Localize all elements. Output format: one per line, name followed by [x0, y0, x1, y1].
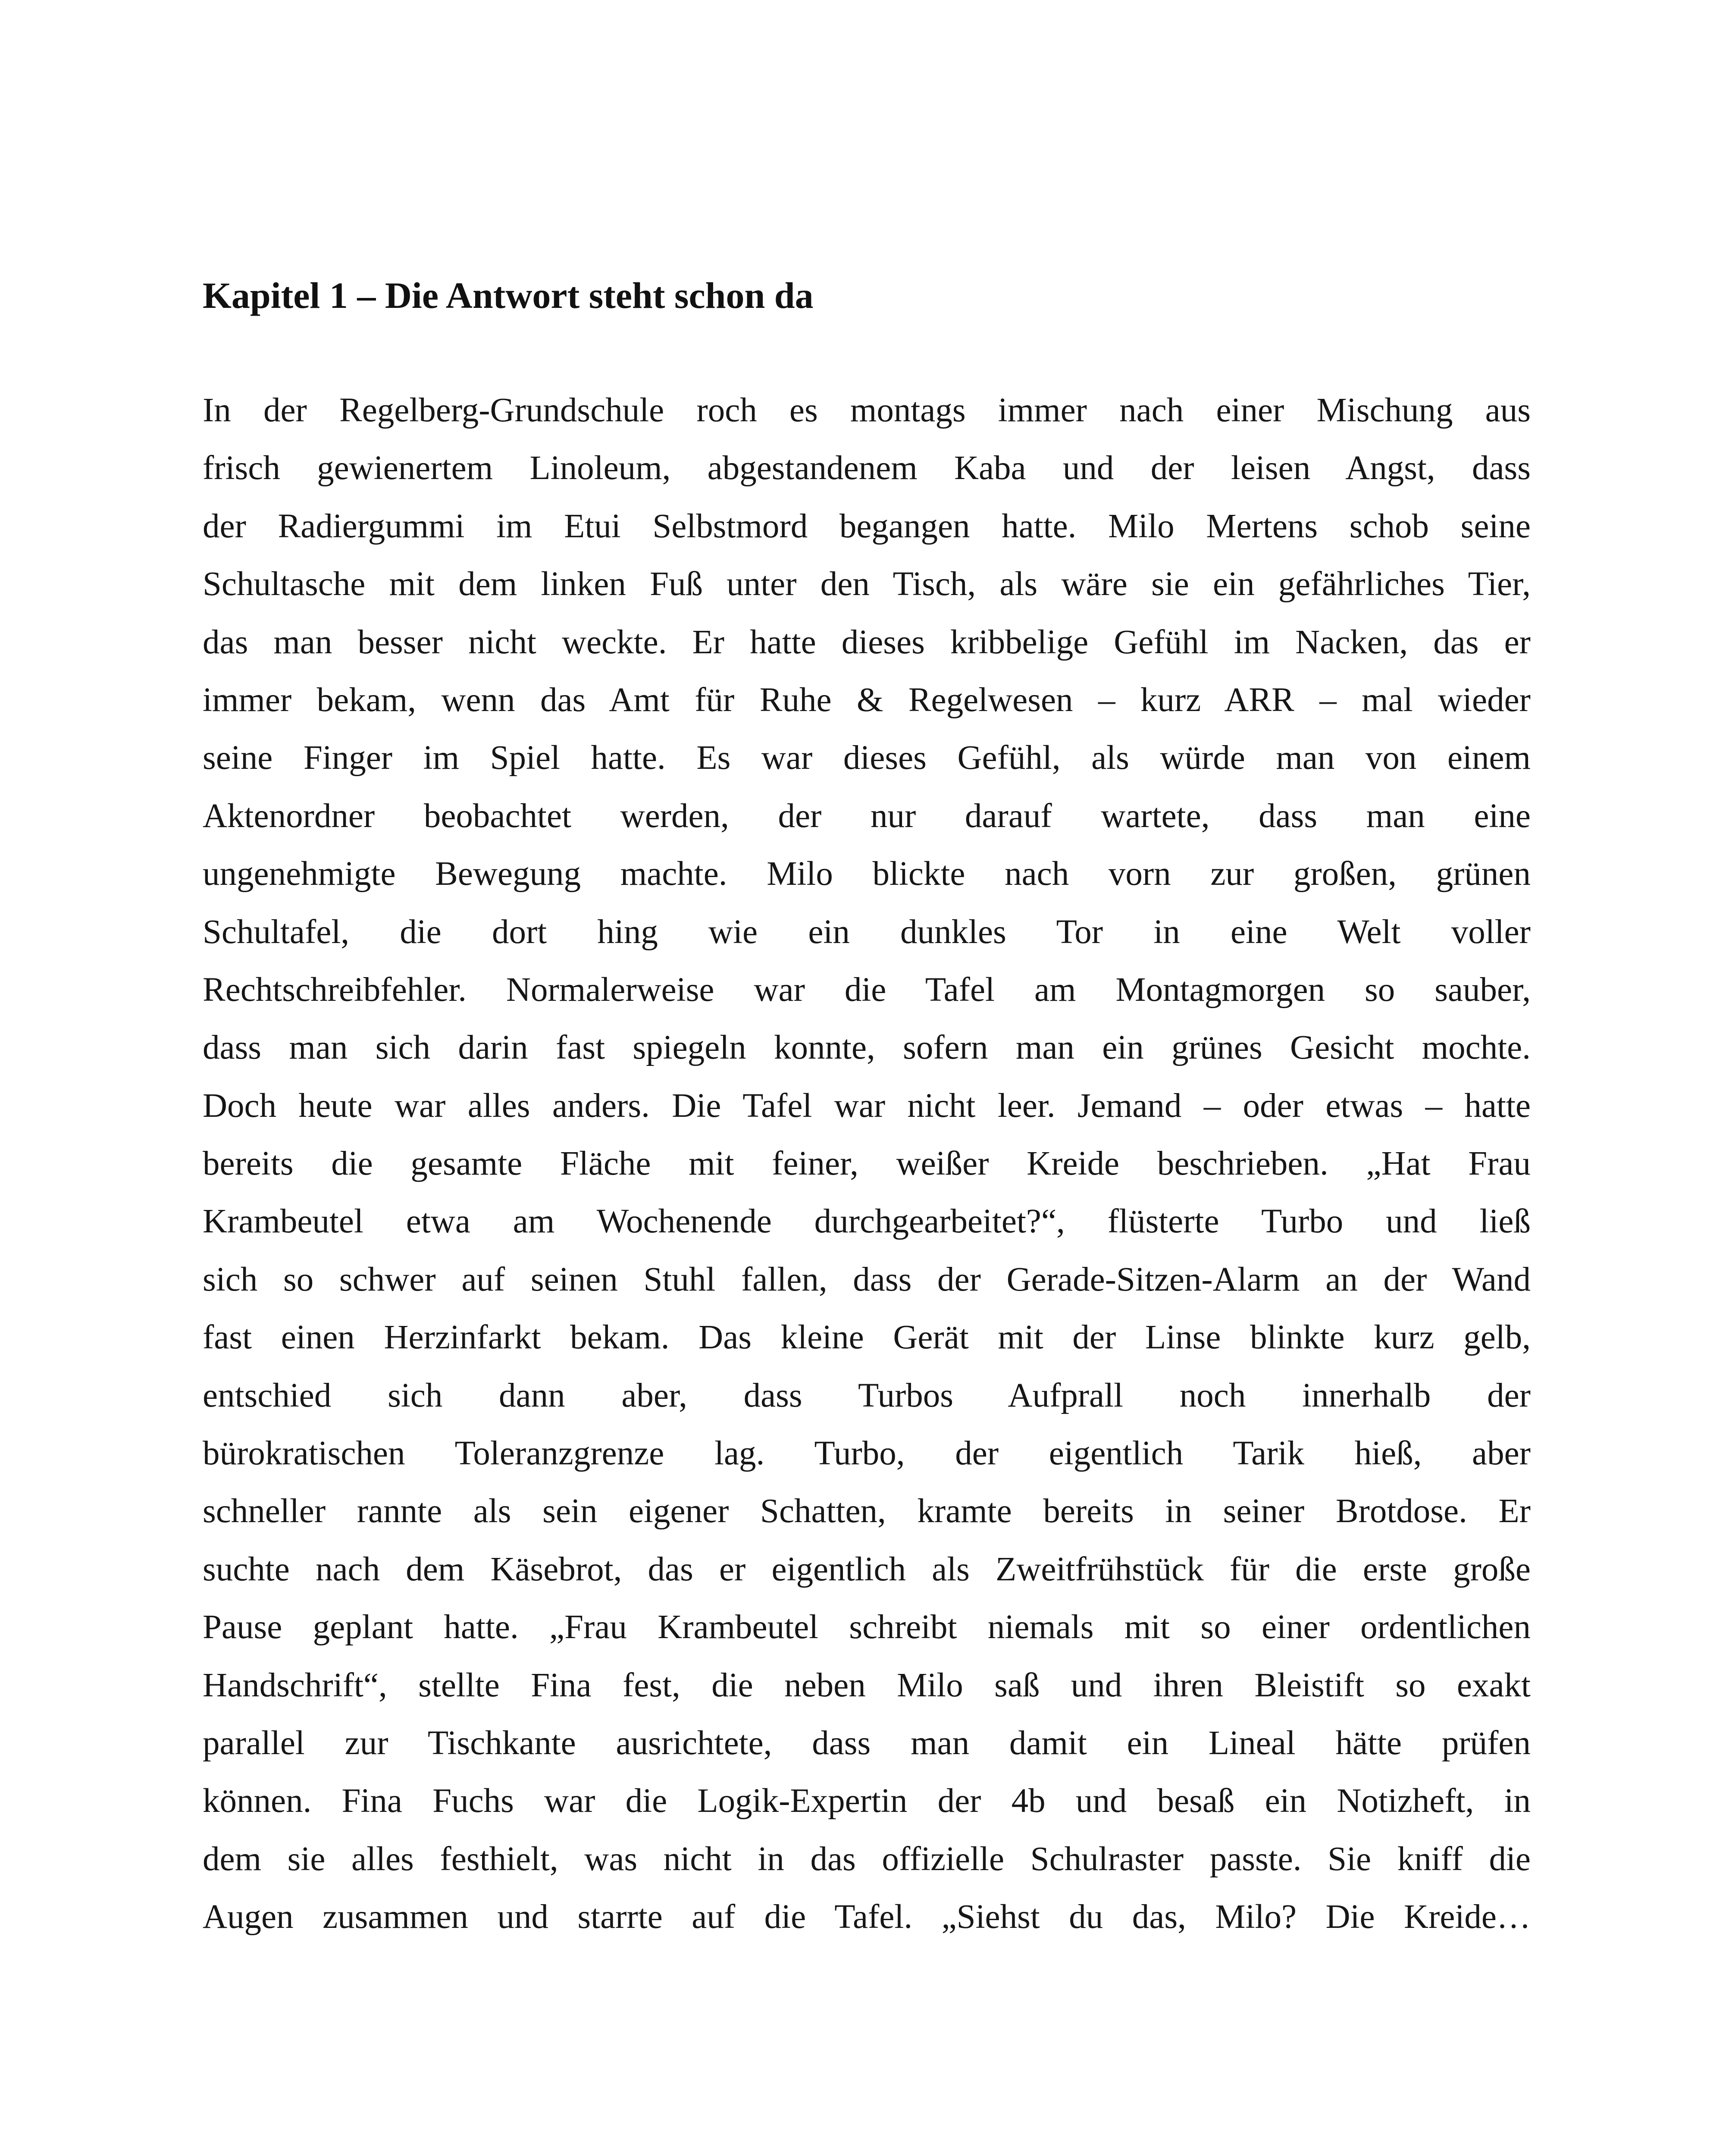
text-line: sich so schwer auf seinen Stuhl fallen, dass der Gerade-Sitzen-Alarm an der Wand [203, 1260, 1531, 1298]
text-line: parallel zur Tischkante ausrichtete, dass man damit ein Lineal hätte prüfen [203, 1724, 1531, 1762]
text-line: Schultafel, die dort hing wie ein dunkles Tor in eine Welt voller [203, 913, 1531, 951]
text-line: schneller rannte als sein eigener Schatten, kramte bereits in seiner Brotdose. Er [203, 1492, 1531, 1530]
text-line: dass man sich darin fast spiegeln konnte, sofern man ein grünes Gesicht mochte. [203, 1029, 1531, 1067]
text-line: ungenehmigte Bewegung machte. Milo blickte nach vorn zur großen, grünen [203, 855, 1531, 893]
text-line: In der Regelberg-Grundschule roch es montags immer nach einer Mischung aus [203, 392, 1531, 429]
text-line: das man besser nicht weckte. Er hatte dieses kribbelige Gefühl im Nacken, das er [203, 623, 1531, 661]
text-line: Aktenordner beobachtet werden, der nur darauf wartete, dass man eine [203, 797, 1531, 835]
text-line: frisch gewienertem Linoleum, abgestandenem Kaba und der leisen Angst, dass [203, 449, 1531, 487]
text-line: bereits die gesamte Fläche mit feiner, weißer Kreide beschrieben. „Hat Frau [203, 1145, 1531, 1183]
text-line: können. Fina Fuchs war die Logik-Expertin der 4b und besaß ein Notizheft, in [203, 1782, 1531, 1820]
text-line: Doch heute war alles anders. Die Tafel war nicht leer. Jemand – oder etwas – hatte [203, 1087, 1531, 1125]
text-line: Krambeutel etwa am Wochenende durchgearbeitet?“, flüsterte Turbo und ließ [203, 1203, 1531, 1241]
text-line: fast einen Herzinfarkt bekam. Das kleine Gerät mit der Linse blinkte kurz gelb, [203, 1319, 1531, 1357]
text-line: entschied sich dann aber, dass Turbos Aufprall noch innerhalb der [203, 1376, 1531, 1414]
text-line: Pause geplant hatte. „Frau Krambeutel schreibt niemals mit so einer ordentlichen [203, 1608, 1531, 1646]
chapter-title: Kapitel 1 – Die Antwort steht schon da [203, 275, 814, 316]
text-line: bürokratischen Toleranzgrenze lag. Turbo, der eigentlich Tarik hieß, aber [203, 1435, 1531, 1473]
text-line: der Radiergummi im Etui Selbstmord begangen hatte. Milo Mertens schob seine [203, 507, 1531, 545]
text-line: Handschrift“, stellte Fina fest, die neben Milo saß und ihren Bleistift so exakt [203, 1666, 1531, 1704]
text-line: suchte nach dem Käsebrot, das er eigentlich als Zweitfrühstück für die erste große [203, 1550, 1531, 1588]
text-line: Augen zusammen und starrte auf die Tafel. „Siehst du das, Milo? Die Kreide… [203, 1898, 1531, 1936]
text-line: seine Finger im Spiel hatte. Es war dieses Gefühl, als würde man von einem [203, 739, 1531, 777]
text-line: Schultasche mit dem linken Fuß unter den Tisch, als wäre sie ein gefährliches Tier, [203, 565, 1531, 603]
text-line: Rechtschreibfehler. Normalerweise war die Tafel am Montagmorgen so sauber, [203, 971, 1531, 1009]
text-line: immer bekam, wenn das Amt für Ruhe & Regelwesen – kurz ARR – mal wieder [203, 681, 1531, 719]
text-line: dem sie alles festhielt, was nicht in das offizielle Schulraster passte. Sie kniff die [203, 1840, 1531, 1878]
body-paragraph [203, 382, 1531, 1946]
